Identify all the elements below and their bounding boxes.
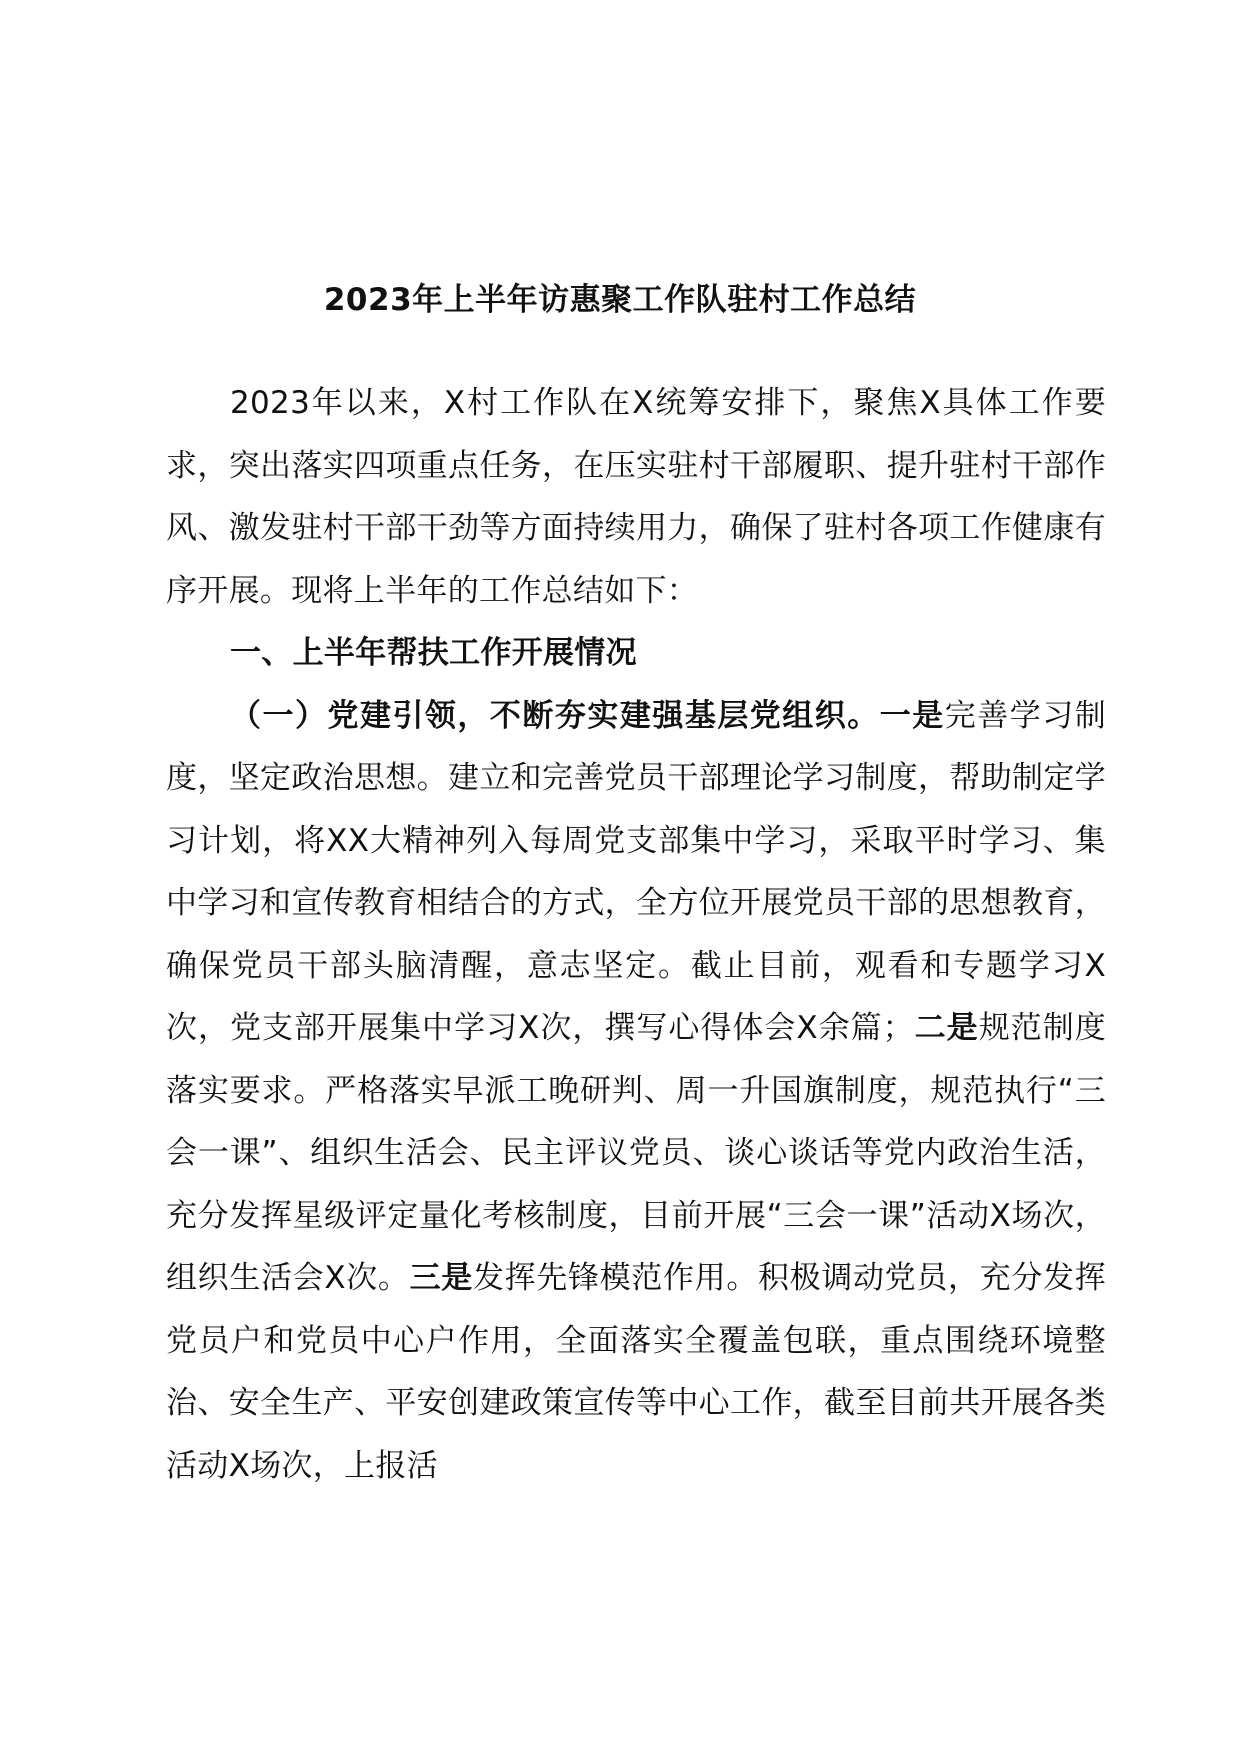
subsection-heading: （一）党建引领，不断夯实建强基层党组织。 bbox=[230, 697, 880, 734]
document-body bbox=[166, 372, 1106, 1497]
point-text-2: 规范制度落实要求。严格落实早派工晚研判、周一升国旗制度，规范执行“三会一课”、组织生活会、民主评议党员、谈心谈话等党内政治生活，充分发挥星级评定量化考核制度，目前开展“三会一课”活动X场次，组织生活会X次。 bbox=[166, 1010, 1107, 1296]
point-text-1: 完善学习制度，坚定政治思想。建立和完善党员干部理论学习制度，帮助制定学习计划，将XX大精神列入每周党支部集中学习，采取平时学习、集中学习和宣传教育相结合的方式，全方位开展党员干部的思想教育，确保党员干部头脑清醒，意志坚定。截止目前，观看和专题学习X次，党支部开展集中学习X次，撰写心得体会X余篇； bbox=[166, 697, 1107, 1046]
section-heading: 一、上半年帮扶工作开展情况 bbox=[230, 635, 637, 671]
document-title: 2023年上半年访惠聚工作队驻村工作总结 bbox=[323, 282, 917, 318]
point-marker-2: 二是 bbox=[913, 1010, 979, 1046]
intro-paragraph: 2023年以来，X村工作队在X统筹安排下，聚焦X具体工作要求，突出落实四项重点任务，在压实驻村干部履职、提升驻村干部作风、激发驻村干部干劲等方面持续用力，确保了驻村各项工作健康有序开展。现将上半年的工作总结如下： bbox=[166, 385, 1106, 609]
point-text-3: 发挥先锋模范作用。积极调动党员，充分发挥党员户和党员中心户作用，全面落实全覆盖包联，重点围绕环境整治、安全生产、平安创建政策宣传等中心工作，截至目前共开展各类活动X场次，上报活 bbox=[166, 1260, 1106, 1484]
subsection-paragraph bbox=[166, 685, 1106, 1498]
point-marker-3: 三是 bbox=[409, 1260, 473, 1296]
point-marker-1: 一是 bbox=[879, 697, 945, 734]
